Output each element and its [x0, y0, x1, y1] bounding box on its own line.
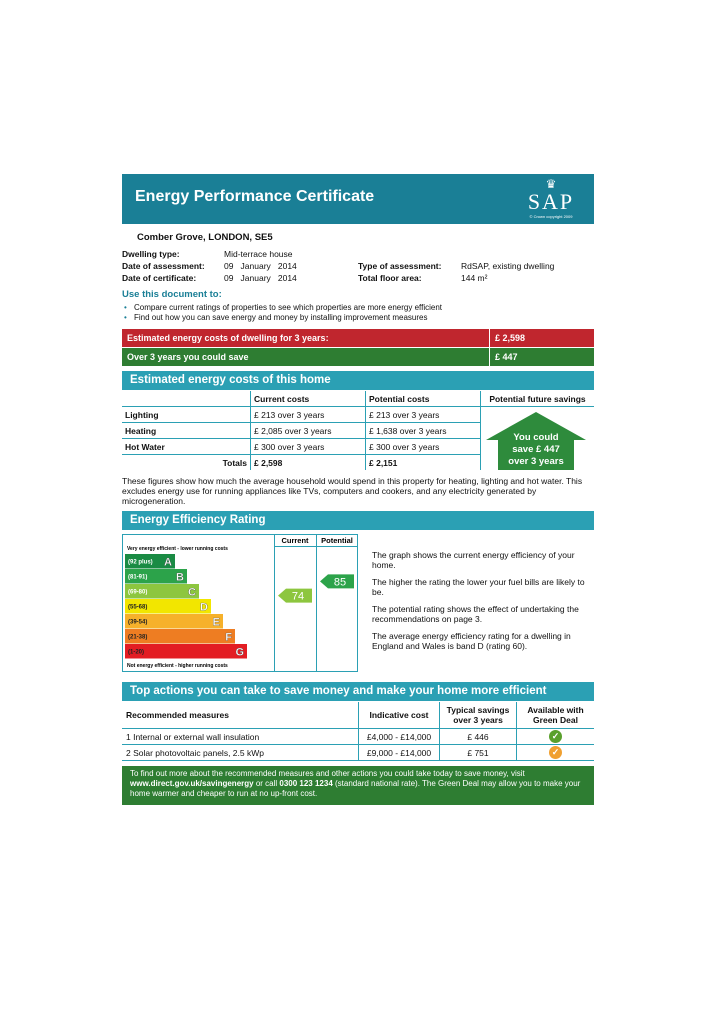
band-letter-label: D — [200, 601, 208, 614]
date-certificate: 09 January 2014 — [224, 273, 297, 283]
estimated-cost-value: £ 2,598 — [495, 333, 526, 343]
type-assessment-label: Type of assessment: — [358, 261, 442, 271]
efficiency-rating-chart — [122, 534, 358, 673]
actions-section-title: Top actions you can take to save money and make your home more efficient — [122, 682, 594, 701]
use-document-list — [124, 303, 442, 323]
bullet-icon: • — [124, 303, 127, 312]
band-range-label: (21-38) — [128, 634, 148, 641]
saving-value: £ 447 — [495, 352, 518, 362]
table-row: Heating £ 2,085 over 3 years £ 1,638 over 3 years — [122, 423, 594, 439]
band-range-label: (81-91) — [128, 574, 148, 581]
band-letter-label: G — [235, 646, 244, 659]
saving-energy-link[interactable]: www.direct.gov.uk/savingenergy — [130, 779, 254, 788]
current-rating-value: 74 — [291, 590, 305, 603]
list-item: • Compare current ratings of properties to see which properties are more energy efficient — [124, 303, 443, 312]
floor-area: 144 m² — [461, 273, 488, 283]
totals-row: Totals £ 2,598 £ 2,151 — [122, 455, 594, 471]
type-assessment: RdSAP, existing dwelling — [461, 261, 555, 271]
date-assessment: 09 January 2014 — [224, 261, 297, 271]
page-title: Energy Performance Certificate — [135, 188, 375, 205]
date-assessment-label: Date of assessment: — [122, 261, 205, 271]
list-item: • Find out how you can save energy and money by installing improvement measures — [124, 313, 428, 322]
savings-house-icon: You could save £ 447 over 3 years — [486, 412, 586, 470]
bottom-note: Not energy efficient - higher running costs — [127, 663, 228, 669]
table-row: 2 Solar photovoltaic panels, 2.5 kWp £9,000 - £14,000 £ 751 ✓ — [122, 745, 594, 761]
band-range-label: (39-54) — [128, 619, 148, 626]
estimated-cost-bar: Estimated energy costs of dwelling for 3 years: £ 2,598 — [122, 329, 594, 347]
footer-info: To find out more about the recommended measures and other actions you could take today to save money, visit www.direct.gov.uk/savingenergy or call 0300 123 1234 (standard national rate). The Green Deal may allow you to make your home warmer and cheaper to run at no up-front cost. — [122, 766, 594, 805]
band-letter-label: A — [164, 556, 172, 569]
actions-table — [122, 702, 594, 761]
potential-column-label: Potential — [321, 536, 353, 545]
band-range-label: (55-68) — [128, 604, 148, 611]
band-letter-label: B — [176, 571, 184, 584]
bullet-icon: • — [124, 313, 127, 322]
current-column-label: Current — [281, 536, 309, 545]
band-range-label: (69-80) — [128, 589, 148, 596]
efficiency-explanation: The graph shows the current energy efficiency of your home. The higher the rating the lower your fuel bills are likely to be. The potential rating shows the effect of undertaking the recommendations on page 3. The average energy efficiency rating for a dwelling in England and Wales is band D (rating 60). — [372, 550, 585, 651]
band-letter-label: E — [212, 616, 220, 629]
table-row: Lighting £ 213 over 3 years £ 213 over 3 years — [122, 407, 594, 423]
band-range-label: (1-20) — [128, 649, 145, 656]
potential-rating-value: 85 — [333, 576, 347, 589]
explanation-text: These figures show how much the average household would spend in this property for heating, lighting and hot water. This excludes energy use for running appliances like TVs, computers and cookers, and any electricity generated by microgeneration. — [122, 476, 583, 506]
green-deal-check-icon: ✓ — [549, 730, 562, 743]
certificate — [122, 174, 594, 798]
certificate-header — [122, 174, 594, 224]
property-address: Comber Grove, LONDON, SE5 — [137, 232, 273, 243]
top-note: Very energy efficient - lower running costs — [127, 546, 228, 552]
green-deal-check-icon: ✓ — [549, 746, 562, 759]
band-letter-label: C — [188, 586, 196, 599]
band-letter-label: F — [225, 631, 232, 644]
date-certificate-label: Date of certificate: — [122, 273, 197, 283]
table-header-row: Current costs Potential costs Potential future savings — [122, 391, 594, 407]
use-document-title: Use this document to: — [122, 289, 222, 300]
crown-icon: ♛ — [545, 177, 557, 191]
table-header-row: Recommended measures Indicative cost Typical savings over 3 years Available with Green Deal — [122, 702, 594, 729]
costs-section-title: Estimated energy costs of this home — [122, 371, 594, 390]
floor-area-label: Total floor area: — [358, 273, 422, 283]
sap-logo: ♛ SAP © Crown copyright 2009 — [520, 178, 582, 222]
table-row: Hot Water £ 300 over 3 years £ 300 over 3 years — [122, 439, 594, 455]
phone-number: 0300 123 1234 — [279, 779, 333, 788]
saving-bar: Over 3 years you could save £ 447 — [122, 348, 594, 366]
band-range-label: (92 plus) — [128, 559, 153, 566]
table-row: 1 Internal or external wall insulation £4,000 - £14,000 £ 446 ✓ — [122, 729, 594, 745]
dwelling-type-label: Dwelling type: — [122, 249, 180, 259]
dwelling-type: Mid-terrace house — [224, 249, 293, 259]
efficiency-section-title: Energy Efficiency Rating — [122, 511, 594, 530]
